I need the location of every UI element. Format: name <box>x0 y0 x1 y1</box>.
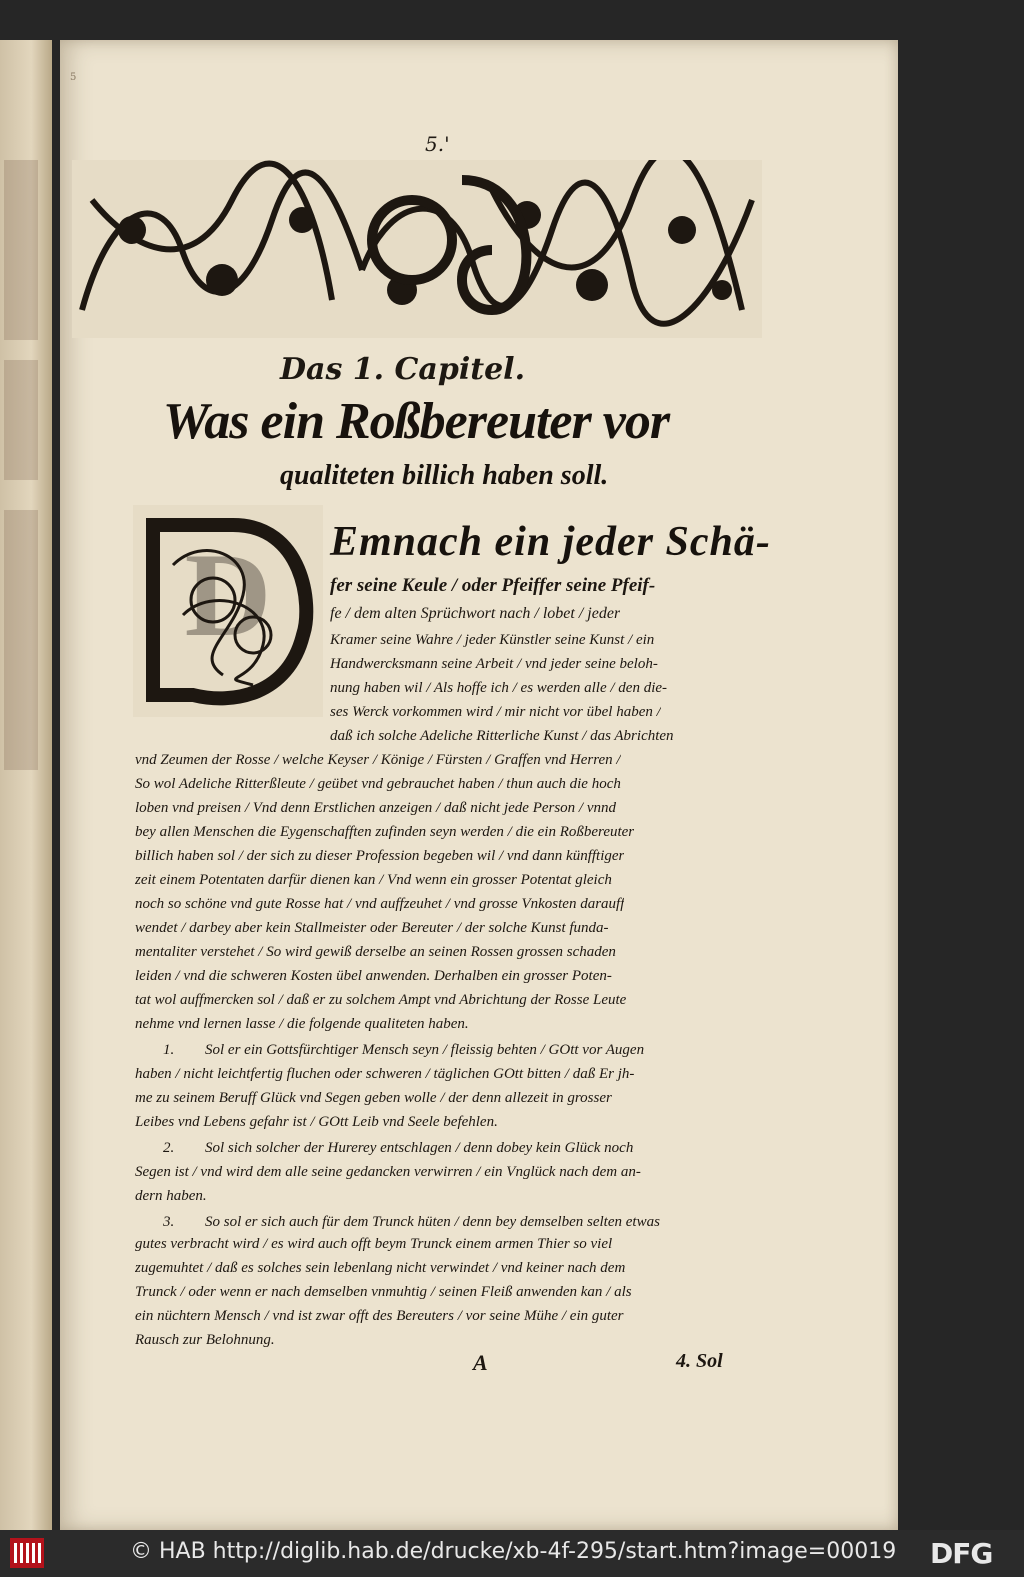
item-line: Segen ist / vnd wird dem alle seine gedancken verwirren / ein Vnglück nach dem an- <box>135 1164 641 1180</box>
folio-number: 5.' <box>425 132 450 156</box>
item-number: 3. <box>163 1214 175 1230</box>
text-line: fer seine Keule / oder Pfeiffer seine Pfeif- <box>330 575 656 596</box>
opening-line: Emnach ein jeder Schä- <box>330 519 771 565</box>
item-line: ein nüchtern Mensch / vnd ist zwar offt des Bereuters / vor seine Mühe / ein guter <box>135 1308 624 1324</box>
signature-mark: A <box>473 1350 488 1375</box>
text-line: nung haben wil / Als hoffe ich / es werden alle / den die- <box>330 680 668 696</box>
text-line: tat wol auffmercken sol / daß er zu solchem Ampt vnd Abrichtung der Rosse Leute <box>135 992 627 1008</box>
text-line: So wol Adeliche Ritterßleute / geübet vnd gebrauchet haben / thun auch die hoch <box>135 776 621 792</box>
text-line: Kramer seine Wahre / jeder Künstler seine Kunst / ein <box>330 632 655 648</box>
text-line: loben vnd preisen / Vnd denn Erstlichen anzeigen / daß nicht jede Person / vnnd <box>135 800 617 816</box>
text-line: bey allen Menschen die Eygenschafften zufinden seyn werden / die ein Roßbereuter <box>135 824 635 840</box>
item-line: dern haben. <box>135 1188 207 1204</box>
item-line: Rausch zur Belohnung. <box>135 1332 275 1348</box>
item-line: Sol er ein Gottsfürchtiger Mensch seyn / fleissig behten / GOtt vor Augen <box>205 1042 645 1058</box>
item-line: me zu seinem Beruff Glück vnd Segen geben wolle / der denn allezeit in grosser <box>135 1090 612 1106</box>
item-line: Sol sich solcher der Hurerey entschlagen / denn dobey kein Glück noch <box>205 1140 634 1156</box>
text-line: nehme vnd lernen lasse / die folgende qualiteten haben. <box>135 1016 469 1032</box>
text-line: fe / dem alten Sprüchwort nach / lobet / jeder <box>330 605 621 622</box>
initial-letter: D <box>184 528 272 661</box>
dfg-logo: DFG <box>930 1537 993 1570</box>
text-line: wendet / darbey aber kein Stallmeister oder Bereuter / der solche Kunst funda- <box>135 920 609 936</box>
chapter-title: Was ein Roßbereuter vor <box>162 393 670 450</box>
text-line: ses Werck vorkommen wird / mir nicht vor übel haben / <box>330 704 661 720</box>
text-line: leiden / vnd die schweren Kosten übel anwenden. Derhalben ein grosser Poten- <box>135 968 612 984</box>
library-logo-icon <box>10 1538 44 1568</box>
text-line: vnd Zeumen der Rosse / welche Keyser / Könige / Fürsten / Graffen vnd Herren / <box>135 752 621 768</box>
text-line: noch so schöne vnd gute Rosse hat / vnd auffzeuhet / vnd grosse Vnkosten darauff <box>135 896 625 912</box>
item-line: So sol er sich auch für dem Trunck hüten / denn bey demselben selten etwas <box>205 1214 660 1230</box>
item-line: Trunck / oder wenn er nach demselben vnmuhtig / seinen Fleiß anwenden kan / als <box>135 1284 632 1300</box>
decorated-initial-icon <box>133 505 323 717</box>
text-line: mentaliter verstehet / So wird gewiß derselbe an seinen Rossen grossen schaden <box>135 944 616 960</box>
facing-page-edge <box>0 40 52 1530</box>
item-line: zugemuhtet / daß es solches sein lebenlang nicht verwindet / vnd keiner nach dem <box>135 1260 626 1276</box>
text-line: Handwercksmann seine Arbeit / vnd jeder seine beloh- <box>330 656 658 672</box>
text-line: billich haben sol / der sich zu dieser Profession begeben wil / vnd dann künfftiger <box>135 848 625 864</box>
text-line: zeit einem Potentaten darfür dienen kan / Vnd wenn ein grosser Potentat gleich <box>135 872 612 888</box>
item-line: haben / nicht leichtfertig fluchen oder schweren / täglichen GOtt bitten / daß Er jh- <box>135 1066 635 1082</box>
ornamental-headpiece-icon <box>72 160 762 338</box>
text-line: daß ich solche Adeliche Ritterliche Kunst / das Abrichten <box>330 728 674 744</box>
item-line: Leibes vnd Lebens gefahr ist / GOtt Leib vnd Seele befehlen. <box>135 1114 498 1130</box>
item-line: gutes verbracht wird / es wird auch offt beym Trunck einem armen Thier so viel <box>135 1236 613 1252</box>
catchword: 4. Sol <box>676 1350 723 1372</box>
chapter-subtitle: qualiteten billich haben soll. <box>280 460 609 491</box>
page-mark: 5 <box>70 72 77 83</box>
item-number: 1. <box>163 1042 175 1058</box>
item-number: 2. <box>163 1140 175 1156</box>
footer-url-link[interactable]: © HAB http://diglib.hab.de/drucke/xb-4f-295/start.htm?image=00019 <box>130 1539 897 1564</box>
chapter-heading: Das 1. Capitel. <box>280 352 526 387</box>
